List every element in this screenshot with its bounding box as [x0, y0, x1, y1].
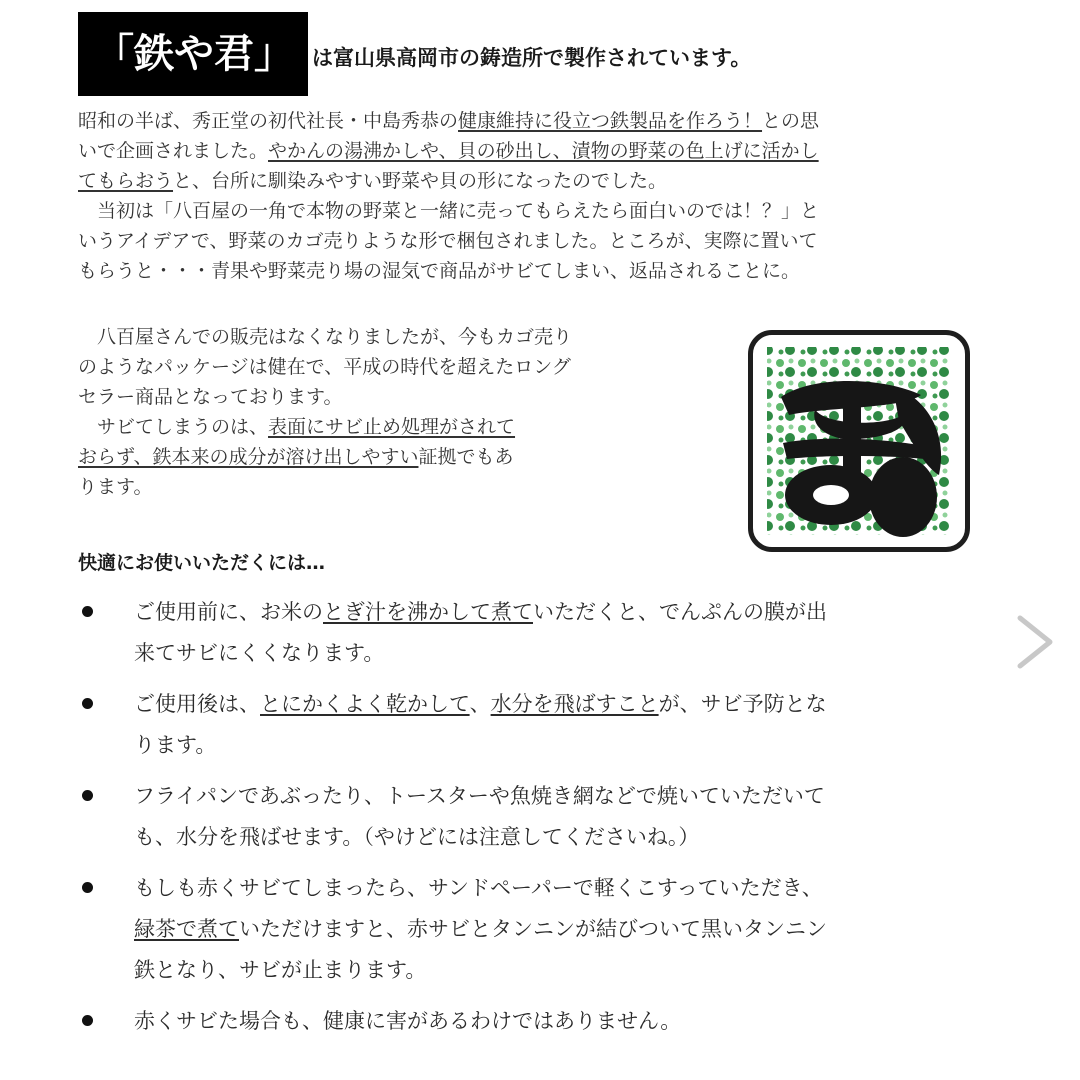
care-instructions-list	[78, 592, 1018, 1052]
kimi-logo-stamp	[748, 330, 970, 552]
bullet-icon	[82, 698, 93, 709]
list-item: フライパンであぶったり、トースターや魚焼き網などで焼いていただいて も、水分を飛ばせます。（やけどには注意してくださいね。）	[78, 776, 1018, 858]
care-instructions-heading: 快適にお使いいただくには…	[78, 552, 326, 574]
package-line: のようなパッケージは健在で、平成の時代を超えたロング	[78, 356, 571, 378]
package-line: おらず、鉄本来の成分が溶け出しやすい証拠でもあ	[78, 446, 514, 468]
history-line: 当初は「八百屋の一角で本物の野菜と一緒に売ってもらえたら面白いのでは！？」と	[78, 200, 820, 222]
bullet-icon	[82, 606, 93, 617]
bullet-icon	[82, 882, 93, 893]
history-line: 昭和の半ば、秀正堂の初代社長・中島秀恭の健康維持に役立つ鉄製品を作ろう！との思	[78, 110, 820, 132]
package-line: ります。	[78, 476, 153, 498]
package-line: 八百屋さんでの販売はなくなりましたが、今もカゴ売り	[78, 326, 573, 348]
history-line: もらうと・・・青果や野菜売り場の湿気で商品がサビてしまい、返品されることに。	[78, 260, 801, 282]
list-item: 赤くサビた場合も、健康に害があるわけではありません。	[78, 1001, 1018, 1042]
chevron-right-icon[interactable]	[1004, 612, 1064, 672]
package-line: サビてしまうのは、表面にサビ止め処理がされて	[78, 416, 516, 438]
product-name-badge: 「鉄や君」	[78, 12, 308, 96]
history-line: てもらおうと、台所に馴染みやすい野菜や貝の形になったのでした。	[78, 170, 668, 192]
bullet-icon	[82, 790, 93, 801]
list-item: ご使用前に、お米のとぎ汁を沸かして煮ていただくと、でんぷんの膜が出 来てサビにくくなります。	[78, 592, 1018, 674]
list-item: もしも赤くサビてしまったら、サンドペーパーで軽くこすっていただき、 緑茶で煮ていただけますと、赤サビとタンニンが結びついて黒いタンニン 鉄となり、サビが止まります。	[78, 868, 1018, 991]
kimi-logo-image	[753, 335, 965, 547]
history-paragraph	[78, 106, 819, 286]
bullet-icon	[82, 1015, 93, 1026]
title-subtext: は富山県高岡市の鋳造所で製作されています。	[312, 46, 752, 70]
history-line: いうアイデアで、野菜のカゴ売りような形で梱包されました。ところが、実際に置いて	[78, 230, 818, 252]
package-line: セラー商品となっております。	[78, 386, 343, 408]
package-paragraph	[78, 322, 572, 502]
history-line: いで企画されました。やかんの湯沸かしや、貝の砂出し、漬物の野菜の色上げに活かし	[78, 140, 819, 162]
list-item: ご使用後は、とにかくよく乾かして、水分を飛ばすことが、サビ予防とな ります。	[78, 684, 1018, 766]
